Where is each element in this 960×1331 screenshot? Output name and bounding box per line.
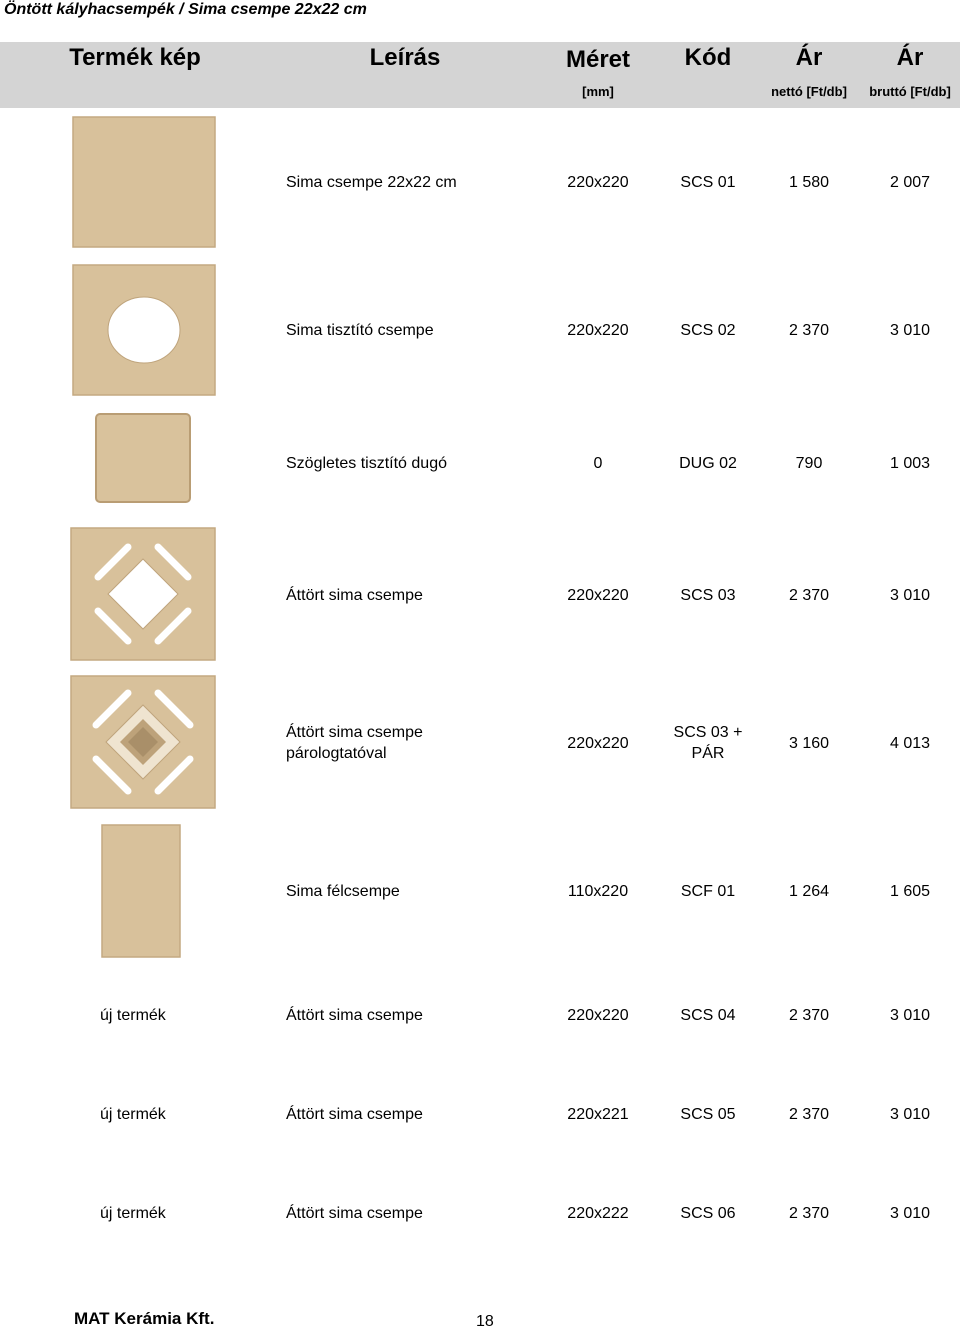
row-net-price: 1 580 [788, 173, 830, 191]
row-description-line-1: Áttört sima csempe [286, 724, 423, 741]
row-code-line-1: SCS 03 + [673, 724, 743, 741]
row-description: Áttört sima csempe [286, 1105, 423, 1123]
table-row [0, 526, 960, 664]
row-code: SCS 04 [680, 1006, 736, 1024]
row-description: Áttört sima csempe [286, 1204, 423, 1222]
row-description-line-2: párologtatóval [286, 745, 387, 762]
row-size: 220x220 [567, 321, 629, 339]
row-code: SCS 06 [680, 1204, 736, 1222]
row-code: DUG 02 [679, 454, 737, 472]
row-gross-price: 1 605 [889, 882, 931, 900]
row-size: 220x220 [567, 173, 629, 191]
row-code: SCS 02 [680, 321, 736, 339]
row-gross-price: 2 007 [889, 173, 931, 191]
row-gross-price: 3 010 [889, 586, 931, 604]
table-row [0, 410, 960, 516]
table-row [0, 1198, 960, 1228]
half-tile-image [101, 824, 181, 958]
row-description: Áttört sima csempe [286, 586, 423, 604]
header-net-unit: nettó [Ft/db] [771, 84, 847, 99]
row-description: Sima tisztító csempe [286, 321, 434, 339]
row-size: 220x221 [567, 1105, 629, 1123]
row-code [658, 674, 758, 812]
page-title: Öntött kályhacsempék / Sima csempe 22x22 cm [4, 1, 367, 18]
row-description: Sima félcsempe [286, 882, 400, 900]
footer-company: MAT Kerámia Kft. [74, 1309, 215, 1328]
row-code: SCS 01 [680, 173, 736, 191]
row-size: 220x222 [567, 1204, 629, 1222]
row-size: 110x220 [567, 882, 629, 900]
table-row [0, 114, 960, 250]
row-size: 0 [593, 454, 603, 472]
header-image: Termék kép [69, 44, 201, 71]
table-header [0, 42, 960, 108]
row-description: Szögletes tisztító dugó [286, 454, 447, 472]
table-row [0, 1000, 960, 1030]
table-row [0, 674, 960, 812]
row-code: SCS 03 [680, 586, 736, 604]
row-net-price: 2 370 [788, 321, 830, 339]
header-gross-unit: bruttó [Ft/db] [869, 84, 951, 99]
new-product-label: új termék [100, 1006, 166, 1024]
table-row [0, 822, 960, 960]
row-code: SCF 01 [680, 882, 736, 900]
row-description [286, 674, 546, 812]
header-gross: Ár bruttó [Ft/db] [860, 42, 960, 108]
square-plug-image [94, 412, 192, 504]
row-net-price: 2 370 [788, 1105, 830, 1123]
row-size: 220x220 [567, 586, 629, 604]
row-gross-price: 3 010 [889, 1006, 931, 1024]
pierced-tile-evaporator-image [70, 675, 216, 809]
row-net-price: 1 264 [788, 882, 830, 900]
new-product-label: új termék [100, 1105, 166, 1123]
row-gross-price: 3 010 [889, 1204, 931, 1222]
row-code: SCS 05 [680, 1105, 736, 1123]
row-net-price: 3 160 [788, 734, 830, 752]
page-number: 18 [476, 1313, 494, 1330]
row-gross-price: 4 013 [889, 734, 931, 752]
pierced-tile-image [70, 527, 216, 661]
table-row [0, 262, 960, 398]
round-hole-tile-image [72, 264, 216, 396]
row-gross-price: 3 010 [889, 1105, 931, 1123]
row-size: 220x220 [567, 734, 629, 752]
header-size: Méret [mm] [548, 42, 648, 108]
row-net-price: 2 370 [788, 586, 830, 604]
new-product-label: új termék [100, 1204, 166, 1222]
plain-tile-image [72, 116, 216, 248]
row-net-price: 2 370 [788, 1006, 830, 1024]
table-row [0, 1099, 960, 1129]
header-description: Leírás [369, 44, 441, 71]
row-gross-price: 1 003 [889, 454, 931, 472]
row-description: Áttört sima csempe [286, 1006, 423, 1024]
row-description: Sima csempe 22x22 cm [286, 173, 457, 191]
header-size-unit: [mm] [582, 84, 614, 99]
row-code-line-2: PÁR [691, 745, 725, 762]
row-net-price: 2 370 [788, 1204, 830, 1222]
header-code: Kód [684, 44, 732, 71]
row-size: 220x220 [567, 1006, 629, 1024]
row-net-price: 790 [795, 454, 823, 472]
header-net: Ár nettó [Ft/db] [758, 42, 860, 108]
row-gross-price: 3 010 [889, 321, 931, 339]
